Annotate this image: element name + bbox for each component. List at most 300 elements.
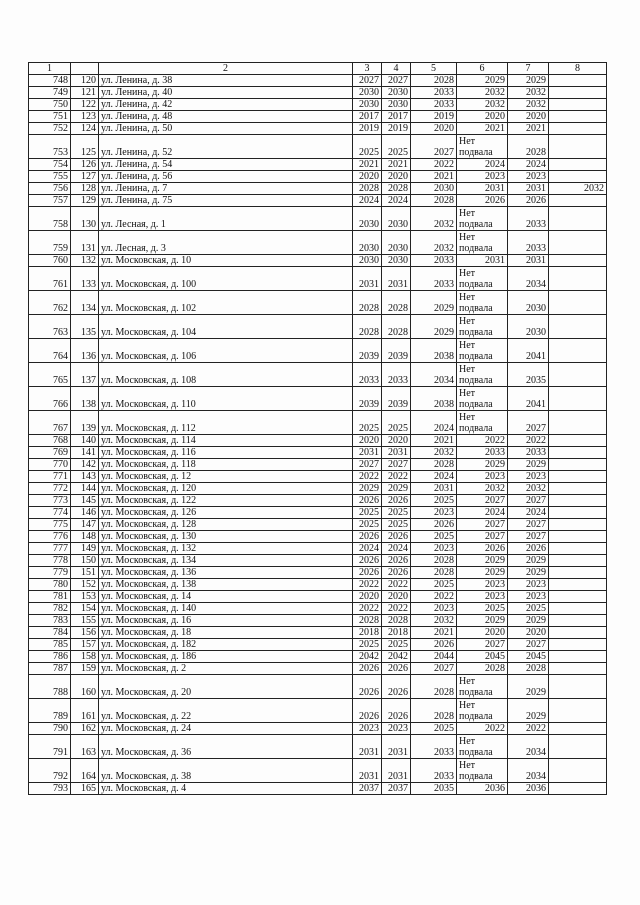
year-cell-5: 2033 (411, 735, 457, 759)
address-cell: ул. Ленина, д. 75 (99, 195, 353, 207)
year-cell-5: 2021 (411, 171, 457, 183)
year-cell-8 (549, 315, 607, 339)
row-number: 792 (29, 759, 71, 783)
year-cell-5: 2031 (411, 483, 457, 495)
year-cell-4: 2026 (382, 555, 411, 567)
year-cell-4: 2020 (382, 171, 411, 183)
address-cell: ул. Московская, д. 108 (99, 363, 353, 387)
year-cell-8 (549, 207, 607, 231)
table-row (29, 339, 607, 363)
year-cell-5: 2028 (411, 567, 457, 579)
year-cell-8 (549, 363, 607, 387)
row-number: 770 (29, 459, 71, 471)
year-cell-7: 2030 (508, 291, 549, 315)
row-number: 763 (29, 315, 71, 339)
year-cell-5: 2032 (411, 207, 457, 231)
row-number: 784 (29, 627, 71, 639)
year-cell-3: 2031 (353, 759, 382, 783)
year-cell-7: 2032 (508, 99, 549, 111)
year-cell-4: 2026 (382, 699, 411, 723)
year-cell-7: 2041 (508, 339, 549, 363)
local-number: 142 (71, 459, 99, 471)
table-row (29, 723, 607, 735)
year-cell-8 (549, 135, 607, 159)
year-cell-5: 2023 (411, 603, 457, 615)
year-cell-7: 2029 (508, 567, 549, 579)
year-cell-5: 2022 (411, 591, 457, 603)
year-cell-4: 2025 (382, 411, 411, 435)
year-cell-8 (549, 75, 607, 87)
local-number: 149 (71, 543, 99, 555)
year-cell-3: 2031 (353, 447, 382, 459)
local-number: 121 (71, 87, 99, 99)
year-cell-6: 2023 (457, 171, 508, 183)
year-cell-5: 2032 (411, 615, 457, 627)
year-cell-4: 2031 (382, 447, 411, 459)
year-cell-3: 2026 (353, 699, 382, 723)
year-cell-3: 2020 (353, 591, 382, 603)
address-cell: ул. Московская, д. 14 (99, 591, 353, 603)
year-cell-7: 2022 (508, 723, 549, 735)
buildings-table (28, 62, 607, 795)
year-cell-4: 2024 (382, 195, 411, 207)
year-cell-3: 2023 (353, 723, 382, 735)
year-cell-6: 2023 (457, 579, 508, 591)
year-cell-8 (549, 255, 607, 267)
address-cell: ул. Московская, д. 18 (99, 627, 353, 639)
table-row (29, 171, 607, 183)
no-basement-line1: Нет (459, 760, 476, 771)
table-row (29, 87, 607, 99)
year-cell-6: 2027 (457, 531, 508, 543)
table-row (29, 207, 607, 231)
table-row (29, 159, 607, 171)
address-cell: ул. Ленина, д. 7 (99, 183, 353, 195)
year-cell-7: 2032 (508, 87, 549, 99)
row-number: 748 (29, 75, 71, 87)
year-cell-4: 2021 (382, 159, 411, 171)
year-cell-6: 2029 (457, 75, 508, 87)
no-basement-line1: Нет (459, 340, 476, 351)
year-cell-4: 2042 (382, 651, 411, 663)
address-cell: ул. Московская, д. 138 (99, 579, 353, 591)
year-cell-5: 2032 (411, 447, 457, 459)
year-cell-3: 2025 (353, 519, 382, 531)
year-cell-3: 2028 (353, 183, 382, 195)
year-cell-7: 2032 (508, 483, 549, 495)
year-cell-3: 2021 (353, 159, 382, 171)
no-basement-line2: подвала (459, 351, 493, 362)
table-row (29, 531, 607, 543)
no-basement-line2: подвала (459, 687, 493, 698)
year-cell-3: 2030 (353, 99, 382, 111)
year-cell-5: 2028 (411, 75, 457, 87)
year-cell-6: 2020 (457, 627, 508, 639)
year-cell-5: 2034 (411, 363, 457, 387)
year-cell-6: 2028 (457, 663, 508, 675)
year-cell-7: 2028 (508, 663, 549, 675)
row-number: 755 (29, 171, 71, 183)
address-cell: ул. Московская, д. 12 (99, 471, 353, 483)
year-cell-7: 2027 (508, 519, 549, 531)
year-cell-7: 2023 (508, 591, 549, 603)
table-row (29, 411, 607, 435)
local-number: 128 (71, 183, 99, 195)
no-basement-line2: подвала (459, 375, 493, 386)
year-cell-7: 2034 (508, 735, 549, 759)
address-cell: ул. Лесная, д. 1 (99, 207, 353, 231)
local-number: 120 (71, 75, 99, 87)
table-row (29, 495, 607, 507)
row-number: 786 (29, 651, 71, 663)
row-number: 793 (29, 783, 71, 795)
year-cell-3: 2025 (353, 639, 382, 651)
table-row (29, 447, 607, 459)
year-cell-7: 2027 (508, 531, 549, 543)
year-cell-6 (457, 735, 508, 759)
year-cell-4: 2026 (382, 567, 411, 579)
row-number: 773 (29, 495, 71, 507)
year-cell-3: 2031 (353, 267, 382, 291)
year-cell-3: 2024 (353, 195, 382, 207)
row-number: 771 (29, 471, 71, 483)
year-cell-5: 2020 (411, 123, 457, 135)
local-number: 139 (71, 411, 99, 435)
address-cell: ул. Лесная, д. 3 (99, 231, 353, 255)
year-cell-6 (457, 339, 508, 363)
year-cell-6: 2021 (457, 123, 508, 135)
local-number: 143 (71, 471, 99, 483)
year-cell-3: 2037 (353, 783, 382, 795)
row-number: 787 (29, 663, 71, 675)
year-cell-4: 2030 (382, 87, 411, 99)
year-cell-8 (549, 111, 607, 123)
year-cell-4: 2019 (382, 123, 411, 135)
year-cell-4: 2023 (382, 723, 411, 735)
local-number: 126 (71, 159, 99, 171)
year-cell-6 (457, 759, 508, 783)
year-cell-7: 2029 (508, 699, 549, 723)
local-number: 155 (71, 615, 99, 627)
address-cell: ул. Московская, д. 20 (99, 675, 353, 699)
year-cell-8 (549, 519, 607, 531)
year-cell-5: 2038 (411, 339, 457, 363)
table-row (29, 543, 607, 555)
year-cell-3: 2031 (353, 735, 382, 759)
year-cell-3: 2026 (353, 567, 382, 579)
year-cell-4: 2027 (382, 459, 411, 471)
year-cell-8 (549, 675, 607, 699)
year-cell-4: 2039 (382, 339, 411, 363)
local-number: 146 (71, 507, 99, 519)
year-cell-8 (549, 507, 607, 519)
no-basement-line1: Нет (459, 700, 476, 711)
year-cell-6: 2029 (457, 567, 508, 579)
row-number: 772 (29, 483, 71, 495)
row-number: 789 (29, 699, 71, 723)
year-cell-5: 2025 (411, 495, 457, 507)
header-cell: 8 (549, 63, 607, 75)
table-row (29, 567, 607, 579)
address-cell: ул. Московская, д. 36 (99, 735, 353, 759)
year-cell-3: 2042 (353, 651, 382, 663)
row-number: 785 (29, 639, 71, 651)
year-cell-5: 2027 (411, 663, 457, 675)
year-cell-8 (549, 615, 607, 627)
year-cell-6: 2032 (457, 87, 508, 99)
year-cell-7: 2045 (508, 651, 549, 663)
no-basement-line2: подвала (459, 423, 493, 434)
header-cell (71, 63, 99, 75)
year-cell-8 (549, 735, 607, 759)
no-basement-line1: Нет (459, 316, 476, 327)
local-number: 134 (71, 291, 99, 315)
year-cell-4: 2028 (382, 183, 411, 195)
year-cell-5: 2025 (411, 531, 457, 543)
year-cell-8 (549, 339, 607, 363)
year-cell-5: 2021 (411, 627, 457, 639)
table-row (29, 759, 607, 783)
address-cell: ул. Московская, д. 22 (99, 699, 353, 723)
year-cell-7: 2024 (508, 507, 549, 519)
address-cell: ул. Московская, д. 182 (99, 639, 353, 651)
year-cell-6: 2022 (457, 435, 508, 447)
address-cell: ул. Ленина, д. 48 (99, 111, 353, 123)
row-number: 779 (29, 567, 71, 579)
year-cell-6: 2029 (457, 555, 508, 567)
year-cell-4: 2030 (382, 231, 411, 255)
year-cell-3: 2027 (353, 75, 382, 87)
year-cell-6: 2029 (457, 615, 508, 627)
year-cell-6 (457, 363, 508, 387)
address-cell: ул. Московская, д. 130 (99, 531, 353, 543)
year-cell-7: 2023 (508, 171, 549, 183)
year-cell-5: 2044 (411, 651, 457, 663)
address-cell: ул. Московская, д. 104 (99, 315, 353, 339)
address-cell: ул. Ленина, д. 54 (99, 159, 353, 171)
no-basement-line2: подвала (459, 147, 493, 158)
year-cell-5: 2033 (411, 99, 457, 111)
year-cell-4: 2031 (382, 735, 411, 759)
year-cell-6 (457, 699, 508, 723)
local-number: 138 (71, 387, 99, 411)
year-cell-6 (457, 291, 508, 315)
header-cell: 4 (382, 63, 411, 75)
table-row (29, 735, 607, 759)
year-cell-5: 2021 (411, 435, 457, 447)
year-cell-5: 2033 (411, 87, 457, 99)
row-number: 762 (29, 291, 71, 315)
year-cell-5: 2033 (411, 267, 457, 291)
table-row (29, 387, 607, 411)
row-number: 777 (29, 543, 71, 555)
year-cell-4: 2025 (382, 639, 411, 651)
year-cell-3: 2039 (353, 387, 382, 411)
table-row (29, 111, 607, 123)
year-cell-5: 2032 (411, 231, 457, 255)
row-number: 778 (29, 555, 71, 567)
year-cell-5: 2025 (411, 579, 457, 591)
address-cell: ул. Московская, д. 140 (99, 603, 353, 615)
year-cell-4: 2022 (382, 603, 411, 615)
year-cell-6: 2026 (457, 195, 508, 207)
year-cell-4: 2026 (382, 495, 411, 507)
year-cell-3: 2025 (353, 507, 382, 519)
local-number: 125 (71, 135, 99, 159)
table-row (29, 183, 607, 195)
row-number: 767 (29, 411, 71, 435)
row-number: 759 (29, 231, 71, 255)
address-cell: ул. Московская, д. 134 (99, 555, 353, 567)
year-cell-8 (549, 231, 607, 255)
header-cell: 3 (353, 63, 382, 75)
year-cell-6: 2027 (457, 519, 508, 531)
local-number: 124 (71, 123, 99, 135)
row-number: 780 (29, 579, 71, 591)
year-cell-6: 2032 (457, 99, 508, 111)
year-cell-3: 2019 (353, 123, 382, 135)
year-cell-8 (549, 471, 607, 483)
year-cell-5: 2028 (411, 675, 457, 699)
local-number: 162 (71, 723, 99, 735)
year-cell-3: 2030 (353, 87, 382, 99)
address-cell: ул. Московская, д. 126 (99, 507, 353, 519)
table-body (29, 75, 607, 795)
local-number: 129 (71, 195, 99, 207)
year-cell-6 (457, 411, 508, 435)
local-number: 144 (71, 483, 99, 495)
year-cell-6: 2036 (457, 783, 508, 795)
year-cell-3: 2028 (353, 615, 382, 627)
year-cell-8 (549, 567, 607, 579)
row-number: 761 (29, 267, 71, 291)
year-cell-5: 2024 (411, 411, 457, 435)
table-row (29, 195, 607, 207)
no-basement-line2: подвала (459, 399, 493, 410)
year-cell-4: 2039 (382, 387, 411, 411)
year-cell-5: 2028 (411, 459, 457, 471)
year-cell-4: 2026 (382, 675, 411, 699)
year-cell-4: 2022 (382, 471, 411, 483)
year-cell-3: 2024 (353, 543, 382, 555)
table-row (29, 291, 607, 315)
year-cell-8 (549, 447, 607, 459)
address-cell: ул. Ленина, д. 52 (99, 135, 353, 159)
year-cell-6 (457, 315, 508, 339)
year-cell-4: 2025 (382, 507, 411, 519)
row-number: 750 (29, 99, 71, 111)
year-cell-7: 2023 (508, 471, 549, 483)
year-cell-6 (457, 231, 508, 255)
year-cell-6: 2026 (457, 543, 508, 555)
table-row (29, 471, 607, 483)
row-number: 753 (29, 135, 71, 159)
year-cell-3: 2028 (353, 291, 382, 315)
year-cell-5: 2038 (411, 387, 457, 411)
year-cell-7: 2027 (508, 495, 549, 507)
year-cell-3: 2030 (353, 255, 382, 267)
table-row (29, 699, 607, 723)
no-basement-line2: подвала (459, 771, 493, 782)
year-cell-6 (457, 387, 508, 411)
year-cell-5: 2030 (411, 183, 457, 195)
address-cell: ул. Московская, д. 122 (99, 495, 353, 507)
table-row (29, 315, 607, 339)
year-cell-7: 2035 (508, 363, 549, 387)
address-cell: ул. Московская, д. 110 (99, 387, 353, 411)
address-cell: ул. Московская, д. 16 (99, 615, 353, 627)
year-cell-3: 2022 (353, 603, 382, 615)
year-cell-4: 2031 (382, 759, 411, 783)
year-cell-7: 2029 (508, 555, 549, 567)
year-cell-5: 2024 (411, 471, 457, 483)
no-basement-line2: подвала (459, 747, 493, 758)
table-row (29, 663, 607, 675)
table-row (29, 123, 607, 135)
year-cell-4: 2026 (382, 531, 411, 543)
row-number: 775 (29, 519, 71, 531)
local-number: 160 (71, 675, 99, 699)
table-row (29, 603, 607, 615)
no-basement-line1: Нет (459, 292, 476, 303)
year-cell-8 (549, 459, 607, 471)
year-cell-8 (549, 591, 607, 603)
year-cell-5: 2023 (411, 507, 457, 519)
year-cell-6: 2027 (457, 495, 508, 507)
year-cell-6: 2032 (457, 483, 508, 495)
address-cell: ул. Ленина, д. 50 (99, 123, 353, 135)
year-cell-4: 2025 (382, 519, 411, 531)
year-cell-5: 2028 (411, 555, 457, 567)
year-cell-8 (549, 171, 607, 183)
year-cell-6: 2045 (457, 651, 508, 663)
year-cell-4: 2020 (382, 591, 411, 603)
row-number: 751 (29, 111, 71, 123)
year-cell-4: 2017 (382, 111, 411, 123)
year-cell-4: 2025 (382, 135, 411, 159)
year-cell-6: 2027 (457, 639, 508, 651)
year-cell-7: 2020 (508, 627, 549, 639)
year-cell-7: 2026 (508, 543, 549, 555)
year-cell-8 (549, 543, 607, 555)
year-cell-7: 2034 (508, 759, 549, 783)
header-cell: 6 (457, 63, 508, 75)
row-number: 749 (29, 87, 71, 99)
year-cell-7: 2033 (508, 447, 549, 459)
header-cell: 2 (99, 63, 353, 75)
no-basement-line2: подвала (459, 303, 493, 314)
row-number: 776 (29, 531, 71, 543)
no-basement-line2: подвала (459, 711, 493, 722)
local-number: 130 (71, 207, 99, 231)
address-cell: ул. Ленина, д. 38 (99, 75, 353, 87)
row-number: 768 (29, 435, 71, 447)
local-number: 136 (71, 339, 99, 363)
year-cell-8 (549, 99, 607, 111)
year-cell-6: 2033 (457, 447, 508, 459)
row-number: 760 (29, 255, 71, 267)
year-cell-7: 2030 (508, 315, 549, 339)
row-number: 756 (29, 183, 71, 195)
local-number: 132 (71, 255, 99, 267)
address-cell: ул. Московская, д. 106 (99, 339, 353, 363)
row-number: 781 (29, 591, 71, 603)
year-cell-7: 2031 (508, 255, 549, 267)
year-cell-3: 2022 (353, 579, 382, 591)
header-cell: 7 (508, 63, 549, 75)
year-cell-7: 2029 (508, 615, 549, 627)
year-cell-4: 2028 (382, 291, 411, 315)
